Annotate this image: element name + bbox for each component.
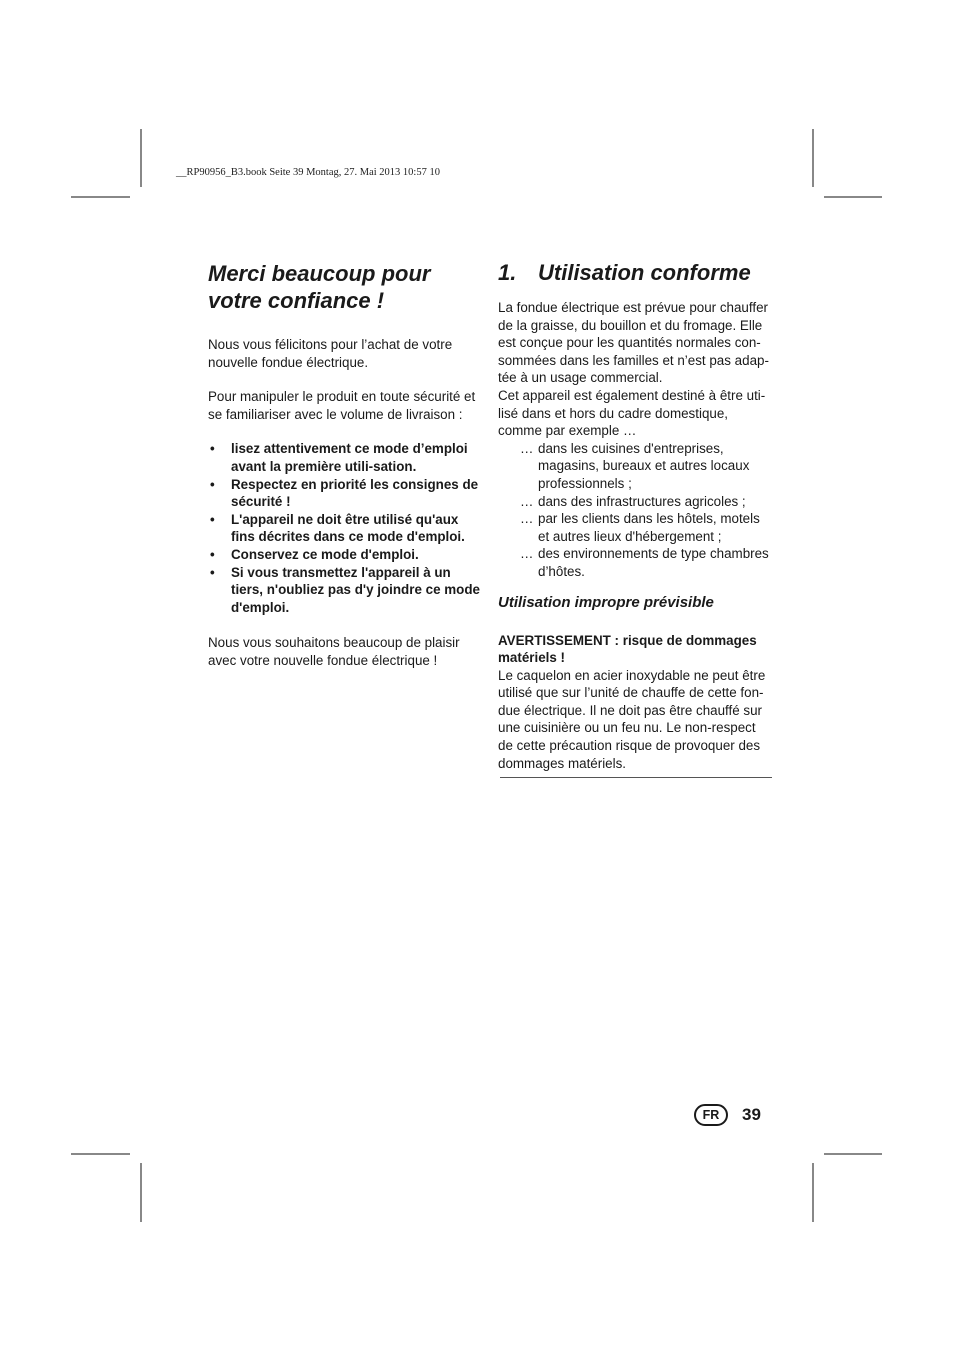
usage-context-list <box>498 440 773 581</box>
thanks-title: Merci beaucoup pour votre confiance ! <box>208 261 431 313</box>
section-heading <box>498 259 773 286</box>
warning-text: Le caquelon en acier inoxydable ne peut être utilisé que sur l’unité de chauffe de cette fon-due électrique. Il ne doit pas être chauffé sur une cuisinière ou un feu nu. Le non-respect de cette précaution risque de provoquer des dommages matériels. <box>498 667 766 771</box>
congratulations-paragraph: Nous vous félicitons pour l’achat de votre nouvelle fondue électrique. <box>208 337 453 370</box>
section-number: 1. <box>498 260 517 285</box>
list-item: … dans les cuisines d'entreprises, magasins, bureaux et autres locaux professionnels ; <box>498 440 773 493</box>
warning-title: AVERTISSEMENT : risque de dommages matériels ! <box>498 632 757 666</box>
print-header: __RP90956_B3.book Seite 39 Montag, 27. Mai 2013 10:57 10 <box>176 167 440 178</box>
warning-divider <box>500 777 772 778</box>
list-item: … dans des infrastructures agricoles ; <box>498 493 773 511</box>
section-title: Utilisation conforme <box>538 260 751 285</box>
right-column <box>498 258 773 785</box>
closing-paragraph: Nous vous souhaitons beaucoup de plaisir avec votre nouvelle fondue électrique ! <box>208 635 460 668</box>
list-item: • L'appareil ne doit être utilisé qu'aux fins décrites dans ce mode d'emploi. <box>208 511 483 546</box>
usage-intro-paragraph: Cet appareil est également destiné à être uti-lisé dans et hors du cadre domestique, comme par exemple … <box>498 387 766 439</box>
safety-bullet-list <box>208 440 483 616</box>
page-footer <box>694 1104 761 1126</box>
language-badge: FR <box>694 1104 728 1126</box>
list-item: • lisez attentivement ce mode d’emploi avant la première utili-sation. <box>208 440 483 475</box>
safety-intro-paragraph: Pour manipuler le produit en toute sécurité et se familiariser avec le volume de livraison : <box>208 389 476 422</box>
list-item: • Respectez en priorité les consignes de sécurité ! <box>208 476 483 511</box>
page-number: 39 <box>742 1105 761 1124</box>
list-item: • Si vous transmettez l'appareil à un tiers, n'oubliez pas d'y joindre ce mode d'emploi. <box>208 564 483 617</box>
list-item: … des environnements de type chambres d’hôtes. <box>498 545 773 580</box>
misuse-heading: Utilisation impropre prévisible <box>498 593 714 611</box>
list-item: • Conservez ce mode d'emploi. <box>208 546 483 564</box>
intended-use-paragraph: La fondue électrique est prévue pour chauffer de la graisse, du bouillon et du fromage. Elle est conçue pour les quantités normales con-sommées dans les familles et n’est pas adap-tée à un usage commercial. <box>498 300 769 386</box>
left-column <box>208 258 483 670</box>
list-item: … par les clients dans les hôtels, motels et autres lieux d'hébergement ; <box>498 510 773 545</box>
